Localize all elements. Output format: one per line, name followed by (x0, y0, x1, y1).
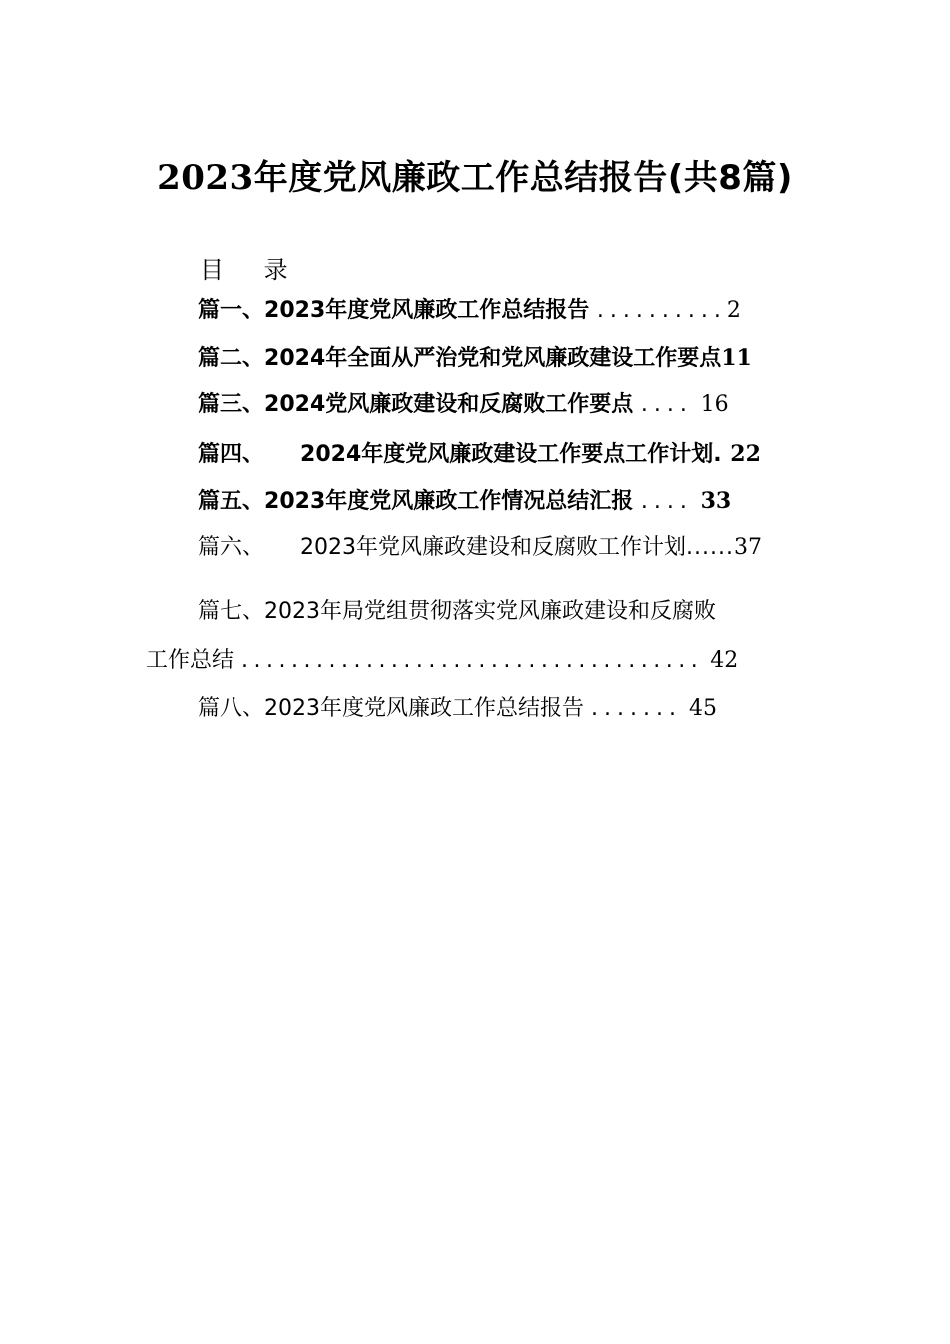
toc-entry-label: 篇八、 (198, 696, 265, 721)
toc-entry-label: 篇二、 (198, 346, 265, 371)
toc-entry-label: 篇五、 (198, 489, 265, 514)
toc-entry-label: 篇一、 (198, 298, 265, 323)
toc-entry-1[interactable] (198, 296, 741, 326)
toc-page-number: 37 (733, 535, 762, 560)
toc-entry-7-continuation[interactable] (146, 646, 738, 676)
toc-entry-label: 篇七、 (198, 599, 265, 624)
toc-entry-label: 篇六、 (198, 535, 265, 560)
document-title (0, 150, 950, 199)
toc-entry-title: 2024党风廉政建设和反腐败工作要点 (264, 392, 634, 417)
toc-entry-7[interactable] (198, 597, 716, 627)
toc-entry-8[interactable] (198, 694, 717, 724)
toc-leader-dots: ..................................... (241, 648, 704, 673)
toc-entry-title: 2024年度党风廉政建设工作要点工作计划 (300, 442, 714, 467)
toc-entry-label: 篇四、 (198, 442, 265, 467)
toc-leader-dots: ...... (686, 535, 734, 560)
toc-entry-title: 2023年度党风廉政工作总结报告 (264, 696, 585, 721)
title-text: 年度党风廉政工作总结报告(共8篇) (253, 158, 793, 198)
title-year: 2023 (157, 158, 254, 198)
toc-page-number: 42 (710, 648, 739, 673)
toc-entry-title-continuation: 工作总结 (146, 648, 235, 673)
toc-entry-2[interactable] (198, 343, 752, 374)
toc-page-number: 16 (700, 392, 729, 417)
toc-heading: 目 录 (200, 256, 304, 284)
toc-leader-dots: . (713, 442, 723, 467)
toc-page-number: 11 (721, 345, 752, 371)
toc-entry-label: 篇三、 (198, 392, 265, 417)
toc-entry-3[interactable] (198, 390, 729, 420)
toc-entry-title: 2023年党风廉政建设和反腐败工作计划 (300, 535, 687, 560)
toc-entry-title: 2024年全面从严治党和党风廉政建设工作要点 (264, 346, 722, 371)
toc-entry-title: 2023年度党风廉政工作总结报告 (264, 298, 590, 323)
toc-entry-title: 2023年局党组贯彻落实党风廉政建设和反腐败 (264, 599, 717, 624)
toc-page-number: 45 (688, 696, 717, 721)
toc-entry-6[interactable] (198, 533, 762, 563)
toc-page-number: 33 (700, 488, 732, 514)
toc-leader-dots: ....... (591, 696, 682, 721)
toc-page-number: 2 (726, 298, 741, 323)
toc-entry-title: 2023年度党风廉政工作情况总结汇报 (264, 489, 634, 514)
toc-entry-5[interactable] (198, 486, 731, 517)
toc-leader-dots: .... (640, 392, 693, 417)
toc-leader-dots: .......... (596, 298, 727, 323)
toc-entry-4[interactable] (198, 439, 761, 470)
toc-page-number: 22 (730, 441, 761, 467)
toc-leader-dots: .... (640, 489, 693, 514)
